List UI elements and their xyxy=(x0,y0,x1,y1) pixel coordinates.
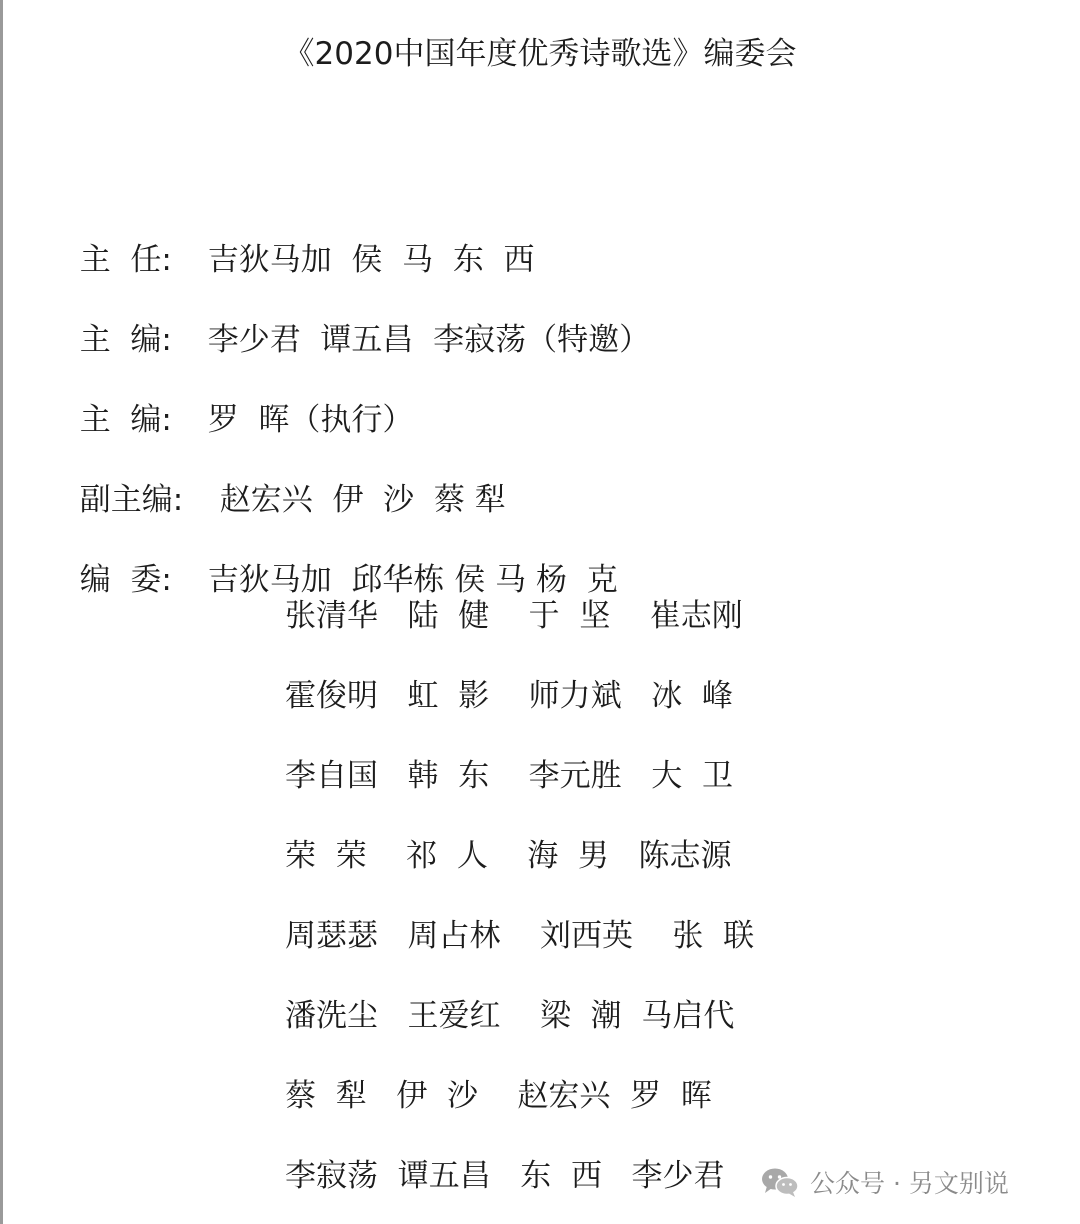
role-row-chief-editor xyxy=(60,274,651,358)
role-label: 主 编: xyxy=(79,402,172,438)
page-left-border xyxy=(0,0,3,1224)
committee-member-row: 荣 荣 祁 人 海 男 陈志源 xyxy=(285,838,732,874)
role-names: 吉狄马加 侯 马 东 西 xyxy=(207,242,535,278)
role-label: 主 编: xyxy=(79,322,172,358)
role-label: 主 任: xyxy=(79,242,172,278)
committee-member-row: 潘洗尘 王爱红 梁 潮 马启代 xyxy=(285,998,735,1034)
role-names: 李少君 谭五昌 李寂荡（特邀） xyxy=(207,322,651,358)
page-title: 《2020中国年度优秀诗歌选》编委会 xyxy=(283,36,797,72)
wechat-watermark xyxy=(760,1160,1009,1204)
committee-member-row: 霍俊明 虹 影 师力斌 冰 峰 xyxy=(285,678,733,714)
committee-member-row: 张清华 陆 健 于 坚 崔志刚 xyxy=(285,598,743,634)
committee-member-row: 李寂荡 谭五昌 东 西 李少君 xyxy=(285,1158,725,1194)
wechat-icon xyxy=(760,1166,800,1198)
role-row-deputy-editor xyxy=(60,434,506,518)
watermark-text: 公众号 · 另文别说 xyxy=(810,1169,1009,1198)
committee-member-row: 蔡 犁 伊 沙 赵宏兴 罗 晖 xyxy=(285,1078,712,1114)
role-row-director xyxy=(60,194,535,278)
role-names: 罗 晖（执行） xyxy=(207,402,414,438)
role-names: 吉狄马加 邱华栋 侯 马 杨 克 xyxy=(207,562,618,598)
committee-member-row: 周瑟瑟 周占林 刘西英 张 联 xyxy=(285,918,755,954)
role-names: 赵宏兴 伊 沙 蔡 犁 xyxy=(219,482,506,518)
role-label: 编 委: xyxy=(79,562,172,598)
role-label: 副主编: xyxy=(79,482,184,518)
committee-member-row: 李自国 韩 东 李元胜 大 卫 xyxy=(285,758,733,794)
role-row-executive-editor xyxy=(60,354,414,438)
role-row-committee xyxy=(60,514,618,598)
